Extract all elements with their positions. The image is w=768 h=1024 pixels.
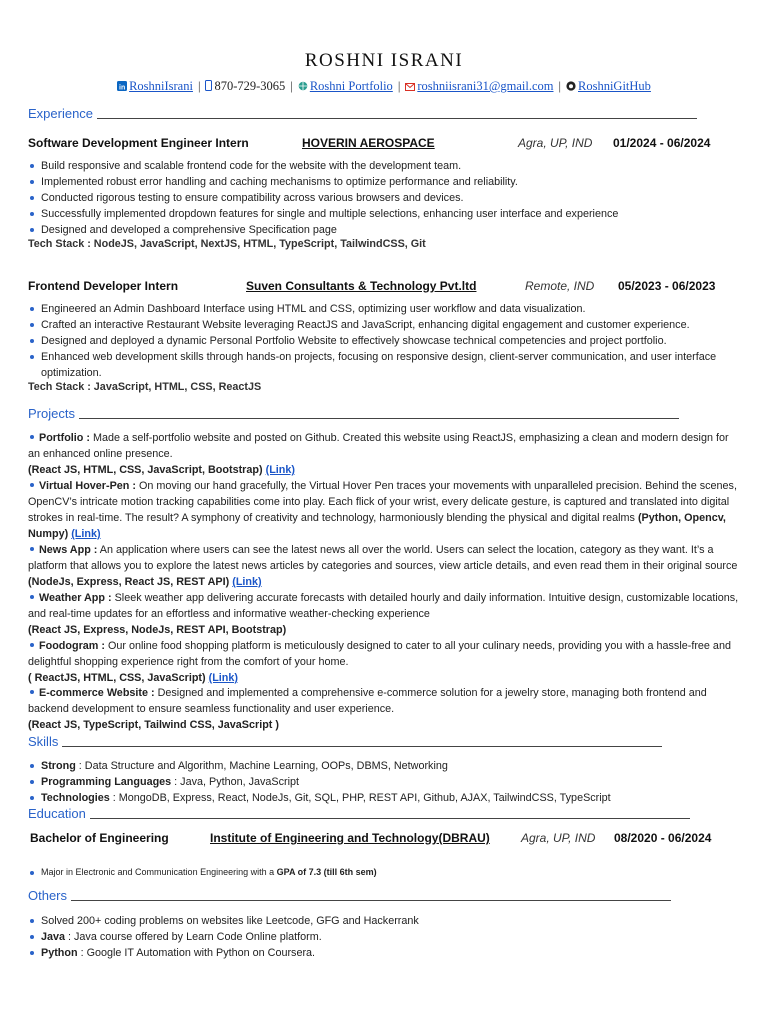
company: HOVERIN AEROSPACE [302, 136, 435, 150]
dates: 08/2020 - 06/2024 [614, 831, 712, 845]
location: Agra, UP, IND [518, 136, 593, 150]
skills-list [28, 758, 728, 806]
mail-icon [405, 80, 415, 95]
phone-icon [205, 80, 212, 95]
degree: Bachelor of Engineering [30, 831, 169, 845]
list-item: Designed and developed a comprehensive Specification page [28, 222, 728, 238]
education-entry [28, 831, 724, 847]
section-others: Others [28, 888, 704, 903]
phone-number: 870-729-3065 [214, 79, 286, 93]
contact-bar: in RoshniIsrani | 870-729-3065 | Roshni Portfolio | roshniisrani31@gmail.com | RoshniGitHub [119, 79, 651, 93]
globe-icon [298, 80, 308, 95]
section-education: Education [28, 806, 704, 821]
list-item: Programming Languages : Java, Python, JavaScript [28, 774, 728, 790]
role: Frontend Developer Intern [28, 279, 179, 293]
github-link[interactable]: RoshniGitHub [578, 79, 651, 93]
project-link[interactable]: (Link) [232, 576, 262, 588]
list-item: Technologies : MongoDB, Express, React, NodeJs, Git, SQL, PHP, REST API, Github, AJAX, TailwindCSS, TypeScript [28, 790, 728, 806]
list-item: Engineered an Admin Dashboard Interface using HTML and CSS, optimizing user workflow and data visualization. [28, 301, 728, 317]
linkedin-icon [117, 80, 127, 95]
list-item: Implemented robust error handling and caching mechanisms to optimize performance and reliability. [28, 174, 728, 190]
email-link[interactable]: roshniisrani31@gmail.com [417, 79, 554, 93]
company: Suven Consultants & Technology Pvt.ltd [246, 279, 477, 293]
education-notes [28, 865, 728, 879]
project-foodogram: Foodogram : Our online food shopping platform is meticulously designed to cater to all your culinary needs, providing you with a hassle-free and delightful shopping experience right from the comfort of your home. ( ReactJS, HTML, CSS, JavaScript) (Link) [28, 640, 731, 684]
tech-stack: Tech Stack : NodeJS, JavaScript, NextJS, HTML, TypeScript, TailwindCSS, Git [28, 238, 426, 250]
github-icon [566, 80, 576, 95]
list-item: Conducted rigorous testing to ensure compatibility across various browsers and devices. [28, 190, 728, 206]
list-item: Major in Electronic and Communication Engineering with a GPA of 7.3 (till 6th sem) [28, 865, 728, 879]
dates: 05/2023 - 06/2023 [618, 279, 716, 293]
project-link[interactable]: (Link) [265, 464, 295, 476]
dates: 01/2024 - 06/2024 [613, 136, 711, 150]
list-item: Designed and deployed a dynamic Personal Portfolio Website to effectively showcase technical competencies and project portfolio. [28, 333, 728, 349]
section-skills: Skills [28, 734, 704, 749]
list-item: Python : Google IT Automation with Python on Coursera. [28, 945, 728, 961]
role: Software Development Engineer Intern [28, 136, 249, 150]
list-item: Enhanced web development skills through hands-on projects, focusing on responsive design, client-server communication, and user interface optimization. [28, 349, 728, 381]
list-item: Solved 200+ coding problems on websites like Leetcode, GFG and Hackerrank [28, 913, 728, 929]
list-item: Successfully implemented dropdown features for single and multiple selections, enhancing user interface and experience [28, 206, 728, 222]
experience-1-bullets [28, 158, 728, 238]
project-portfolio: Portfolio : Made a self-portfolio website and posted on Github. Created this website using ReactJS, emphasizing a clean and modern design for an enhanced online presence. (React JS, HTML, CSS, JavaScript, Bootstrap) (Link) [28, 432, 729, 476]
others-list [28, 913, 728, 961]
experience-2-bullets [28, 301, 728, 381]
institute: Institute of Engineering and Technology(DBRAU) [210, 831, 490, 845]
tech-stack: Tech Stack : JavaScript, HTML, CSS, ReactJS [28, 381, 262, 393]
project-link[interactable]: (Link) [71, 528, 101, 540]
experience-entry-1 [28, 136, 724, 152]
svg-text:in: in [119, 84, 126, 91]
experience-entry-2 [28, 279, 724, 295]
section-experience: Experience [28, 106, 704, 121]
project-weather-app: Weather App : Sleek weather app delivering accurate forecasts with detailed hourly and daily information. Intuitive design, customizable locations, and real-time updates for an effortless and informative weather-checking experience (React JS, Express, NodeJs, REST API, Bootstrap) [28, 592, 739, 636]
project-ecommerce: E-commerce Website : Designed and implemented a comprehensive e-commerce solution for a jewelry store, managing both frontend and backend development to ensure seamless functionality and user experience. (React JS, TypeScript, Tailwind CSS, JavaScript ) [28, 687, 707, 731]
portfolio-link[interactable]: Roshni Portfolio [309, 79, 393, 93]
project-link[interactable]: (Link) [208, 672, 238, 684]
section-projects: Projects [28, 406, 704, 421]
list-item: Java : Java course offered by Learn Code Online platform. [28, 929, 728, 945]
project-hover-pen: Virtual Hover-Pen : On moving our hand gracefully, the Virtual Hover Pen traces your movements with unparalleled precision. Behind the scenes, OpenCV’s intricate motion tracking capabilities come into play. Each flick of your wrist, every delicate gesture, is captured and translated into digital strokes in real-time. The result? A symphony of creativity and technology, harmoniously blending the physical and digital realms (Python, Opencv, Numpy) (Link) [28, 480, 737, 540]
linkedin-link[interactable]: RoshniIsrani [129, 79, 193, 93]
location: Remote, IND [525, 279, 595, 293]
list-item: Strong : Data Structure and Algorithm, Machine Learning, OOPs, DBMS, Networking [28, 758, 728, 774]
candidate-name: ROSHNI ISRANI [304, 50, 464, 71]
location: Agra, UP, IND [521, 831, 596, 845]
project-news-app: News App : An application where users can see the latest news all over the world. Users can select the location, category as they want. It’s a platform that allows you to explore the latest news articles by categories and sources, view article details, and even read them in their original source (NodeJs, Express, React JS, REST API) (Link) [28, 544, 738, 588]
list-item: Crafted an interactive Restaurant Website leveraging ReactJS and JavaScript, enhancing digital engagement and customer experience. [28, 317, 728, 333]
list-item: Build responsive and scalable frontend code for the website with the development team. [28, 158, 728, 174]
